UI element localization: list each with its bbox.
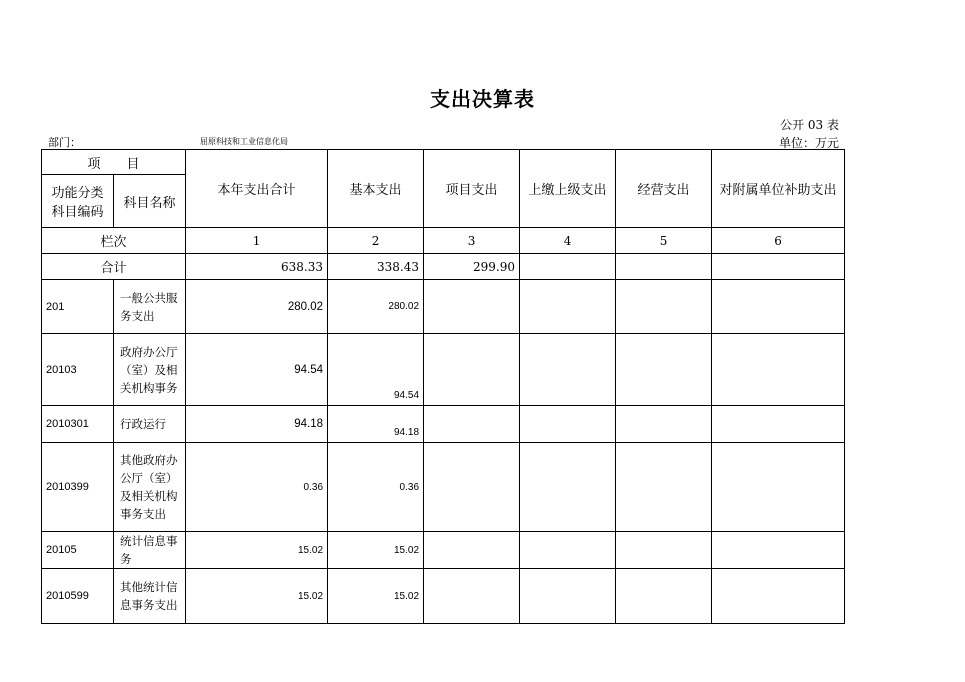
table-row <box>42 443 845 532</box>
code-cell: 2010301 <box>42 406 114 443</box>
col-number: 6 <box>712 228 845 254</box>
name-cell: 一般公共服务支出 <box>114 280 186 334</box>
subsidy-cell <box>712 254 845 280</box>
basic-cell: 280.02 <box>328 280 424 334</box>
unit-label: 单位：万元 <box>778 136 839 150</box>
project-cell: 299.90 <box>424 254 520 280</box>
col-number: 4 <box>520 228 616 254</box>
code-cell: 201 <box>42 280 114 334</box>
table-row <box>42 569 845 624</box>
upper-cell <box>520 254 616 280</box>
form-number: 公开 03 表 <box>780 118 839 132</box>
col-number: 5 <box>616 228 712 254</box>
basic-cell: 94.54 <box>328 334 424 406</box>
total-cell: 15.02 <box>186 569 328 624</box>
table-row <box>42 406 845 443</box>
header-func-code: 功能分类科目编码 <box>42 175 114 228</box>
basic-cell: 338.43 <box>328 254 424 280</box>
department-name: 屈原科技和工业信息化局 <box>200 137 288 146</box>
col-number: 1 <box>186 228 328 254</box>
totals-row <box>42 254 845 280</box>
header-item: 项 目 <box>42 150 186 175</box>
code-cell: 2010599 <box>42 569 114 624</box>
row-index-label: 栏次 <box>42 228 186 254</box>
table-row <box>42 280 845 334</box>
total-cell: 15.02 <box>186 532 328 569</box>
total-cell: 94.54 <box>186 334 328 406</box>
business-cell <box>616 254 712 280</box>
header-total: 本年支出合计 <box>186 150 328 228</box>
name-cell: 行政运行 <box>114 406 186 443</box>
header-subsidy: 对附属单位补助支出 <box>712 150 845 228</box>
header-project: 项目支出 <box>424 150 520 228</box>
basic-cell: 15.02 <box>328 569 424 624</box>
code-cell: 20105 <box>42 532 114 569</box>
code-cell: 20103 <box>42 334 114 406</box>
code-cell: 2010399 <box>42 443 114 532</box>
total-cell: 0.36 <box>186 443 328 532</box>
col-number: 2 <box>328 228 424 254</box>
expenditure-table <box>41 149 845 624</box>
table-row <box>42 334 845 406</box>
name-cell: 其他统计信息事务支出 <box>114 569 186 624</box>
total-cell: 94.18 <box>186 406 328 443</box>
name-cell: 其他政府办公厅（室）及相关机构事务支出 <box>114 443 186 532</box>
name-cell: 统计信息事务 <box>114 532 186 569</box>
table-row <box>42 532 845 569</box>
header-basic: 基本支出 <box>328 150 424 228</box>
department-label: 部门： <box>48 136 81 149</box>
basic-cell: 0.36 <box>328 443 424 532</box>
header-subject-name: 科目名称 <box>114 175 186 228</box>
basic-cell: 15.02 <box>328 532 424 569</box>
page-title: 支出决算表 <box>430 87 535 111</box>
basic-cell: 94.18 <box>328 406 424 443</box>
total-cell: 638.33 <box>186 254 328 280</box>
total-cell: 280.02 <box>186 280 328 334</box>
name-cell: 政府办公厅（室）及相关机构事务 <box>114 334 186 406</box>
col-number: 3 <box>424 228 520 254</box>
header-business: 经营支出 <box>616 150 712 228</box>
total-label: 合计 <box>42 254 186 280</box>
header-upper: 上缴上级支出 <box>520 150 616 228</box>
